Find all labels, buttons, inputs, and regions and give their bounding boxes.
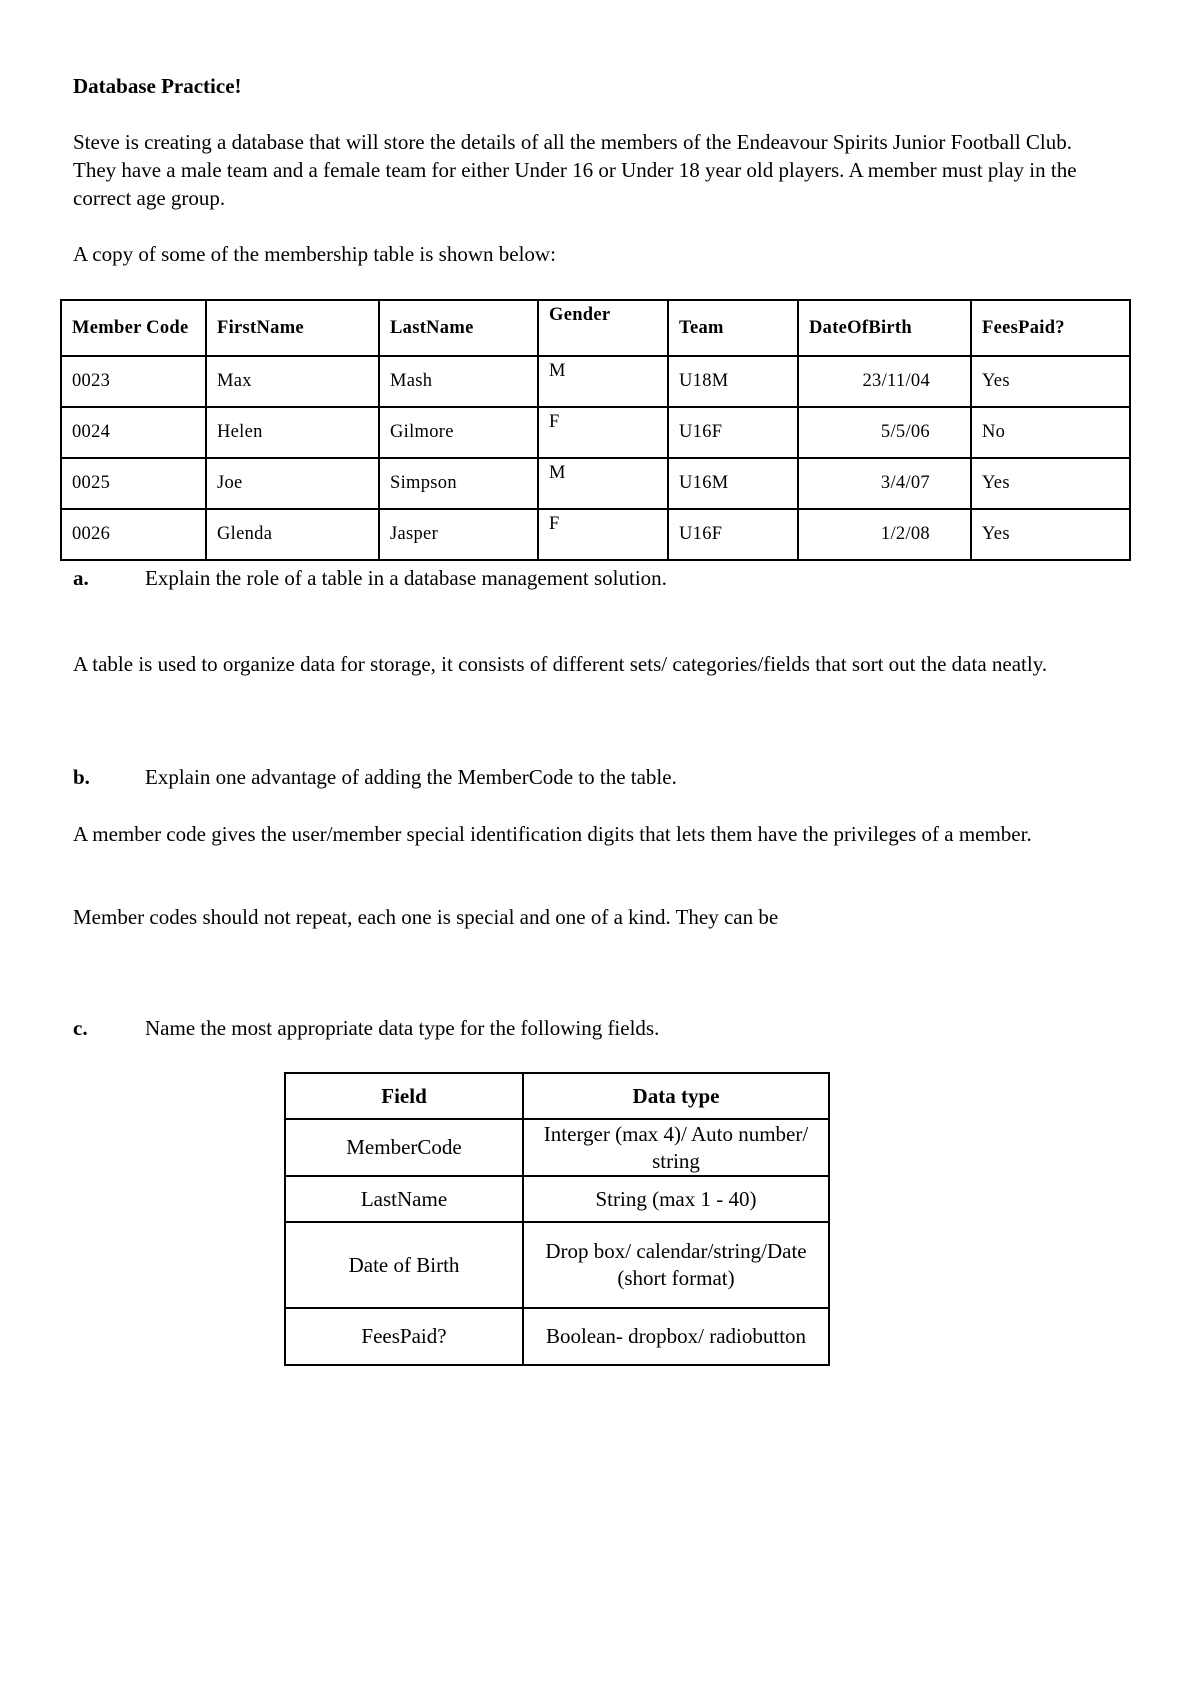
intro-table-caption: A copy of some of the membership table is shown below: (73, 242, 556, 266)
cell-date-of-birth: 23/11/04 (798, 356, 971, 407)
cell-team: U16F (668, 509, 798, 560)
header-first-name: FirstName (206, 300, 379, 356)
cell-team: U16F (668, 407, 798, 458)
question-c-text: Name the most appropriate data type for the following fields. (145, 1016, 660, 1040)
page-title: Database Practice! (73, 74, 242, 98)
cell-first-name: Joe (206, 458, 379, 509)
cell-last-name: Jasper (379, 509, 538, 560)
data-types-table (284, 1072, 830, 1366)
header-fees-paid: FeesPaid? (971, 300, 1130, 356)
cell-fees-paid: Yes (971, 356, 1130, 407)
cell-data-type: Boolean- dropbox/ radiobutton (523, 1308, 829, 1365)
cell-gender: F (538, 407, 668, 458)
answer-a: A table is used to organize data for storage, it consists of different sets/ categories/fields that sort out the data neatly. (73, 652, 1048, 676)
answer-b-paragraph-2: Member codes should not repeat, each one is special and one of a kind. They can be (73, 905, 779, 929)
table-row (285, 1308, 829, 1365)
cell-gender: F (538, 509, 668, 560)
cell-first-name: Helen (206, 407, 379, 458)
cell-fees-paid: Yes (971, 458, 1130, 509)
answer-b-paragraph-1: A member code gives the user/member special identification digits that lets them have the privileges of a member. (73, 822, 1032, 846)
cell-gender: M (538, 356, 668, 407)
cell-field: FeesPaid? (285, 1308, 523, 1365)
header-gender: Gender (538, 300, 668, 356)
table-row (61, 458, 1130, 509)
cell-data-type: Drop box/ calendar/string/Date (short format) (523, 1222, 829, 1308)
cell-field: MemberCode (285, 1119, 523, 1176)
header-date-of-birth: DateOfBirth (798, 300, 971, 356)
cell-data-type: Interger (max 4)/ Auto number/ string (523, 1119, 829, 1176)
membership-table (60, 299, 1131, 561)
header-member-code: Member Code (61, 300, 206, 356)
table-row (61, 509, 1130, 560)
header-last-name: LastName (379, 300, 538, 356)
cell-member-code: 0023 (61, 356, 206, 407)
cell-first-name: Max (206, 356, 379, 407)
question-b-text: Explain one advantage of adding the MemberCode to the table. (145, 765, 677, 789)
header-data-type: Data type (523, 1073, 829, 1119)
cell-gender: M (538, 458, 668, 509)
cell-member-code: 0026 (61, 509, 206, 560)
header-team: Team (668, 300, 798, 356)
cell-date-of-birth: 3/4/07 (798, 458, 971, 509)
cell-first-name: Glenda (206, 509, 379, 560)
intro-paragraph: Steve is creating a database that will store the details of all the members of the Endeavour Spirits Junior Football Club. They have a male team and a female team for either Under 16 or Under 18 year old players. A member must play in the correct age group. (73, 130, 1077, 210)
cell-member-code: 0024 (61, 407, 206, 458)
table-row (285, 1119, 829, 1176)
cell-last-name: Simpson (379, 458, 538, 509)
cell-fees-paid: No (971, 407, 1130, 458)
cell-data-type: String (max 1 - 40) (523, 1176, 829, 1222)
cell-field: LastName (285, 1176, 523, 1222)
cell-team: U16M (668, 458, 798, 509)
cell-last-name: Gilmore (379, 407, 538, 458)
cell-last-name: Mash (379, 356, 538, 407)
table-header-row (61, 300, 1130, 356)
question-a-letter: a. (73, 566, 89, 590)
cell-fees-paid: Yes (971, 509, 1130, 560)
question-b-letter: b. (73, 765, 90, 789)
cell-member-code: 0025 (61, 458, 206, 509)
header-field: Field (285, 1073, 523, 1119)
table-row (285, 1176, 829, 1222)
cell-team: U18M (668, 356, 798, 407)
table-row (61, 356, 1130, 407)
question-c-letter: c. (73, 1016, 88, 1040)
table-row (61, 407, 1130, 458)
table-row (285, 1222, 829, 1308)
cell-field: Date of Birth (285, 1222, 523, 1308)
table-header-row (285, 1073, 829, 1119)
cell-date-of-birth: 5/5/06 (798, 407, 971, 458)
question-a-text: Explain the role of a table in a database management solution. (145, 566, 667, 590)
cell-date-of-birth: 1/2/08 (798, 509, 971, 560)
